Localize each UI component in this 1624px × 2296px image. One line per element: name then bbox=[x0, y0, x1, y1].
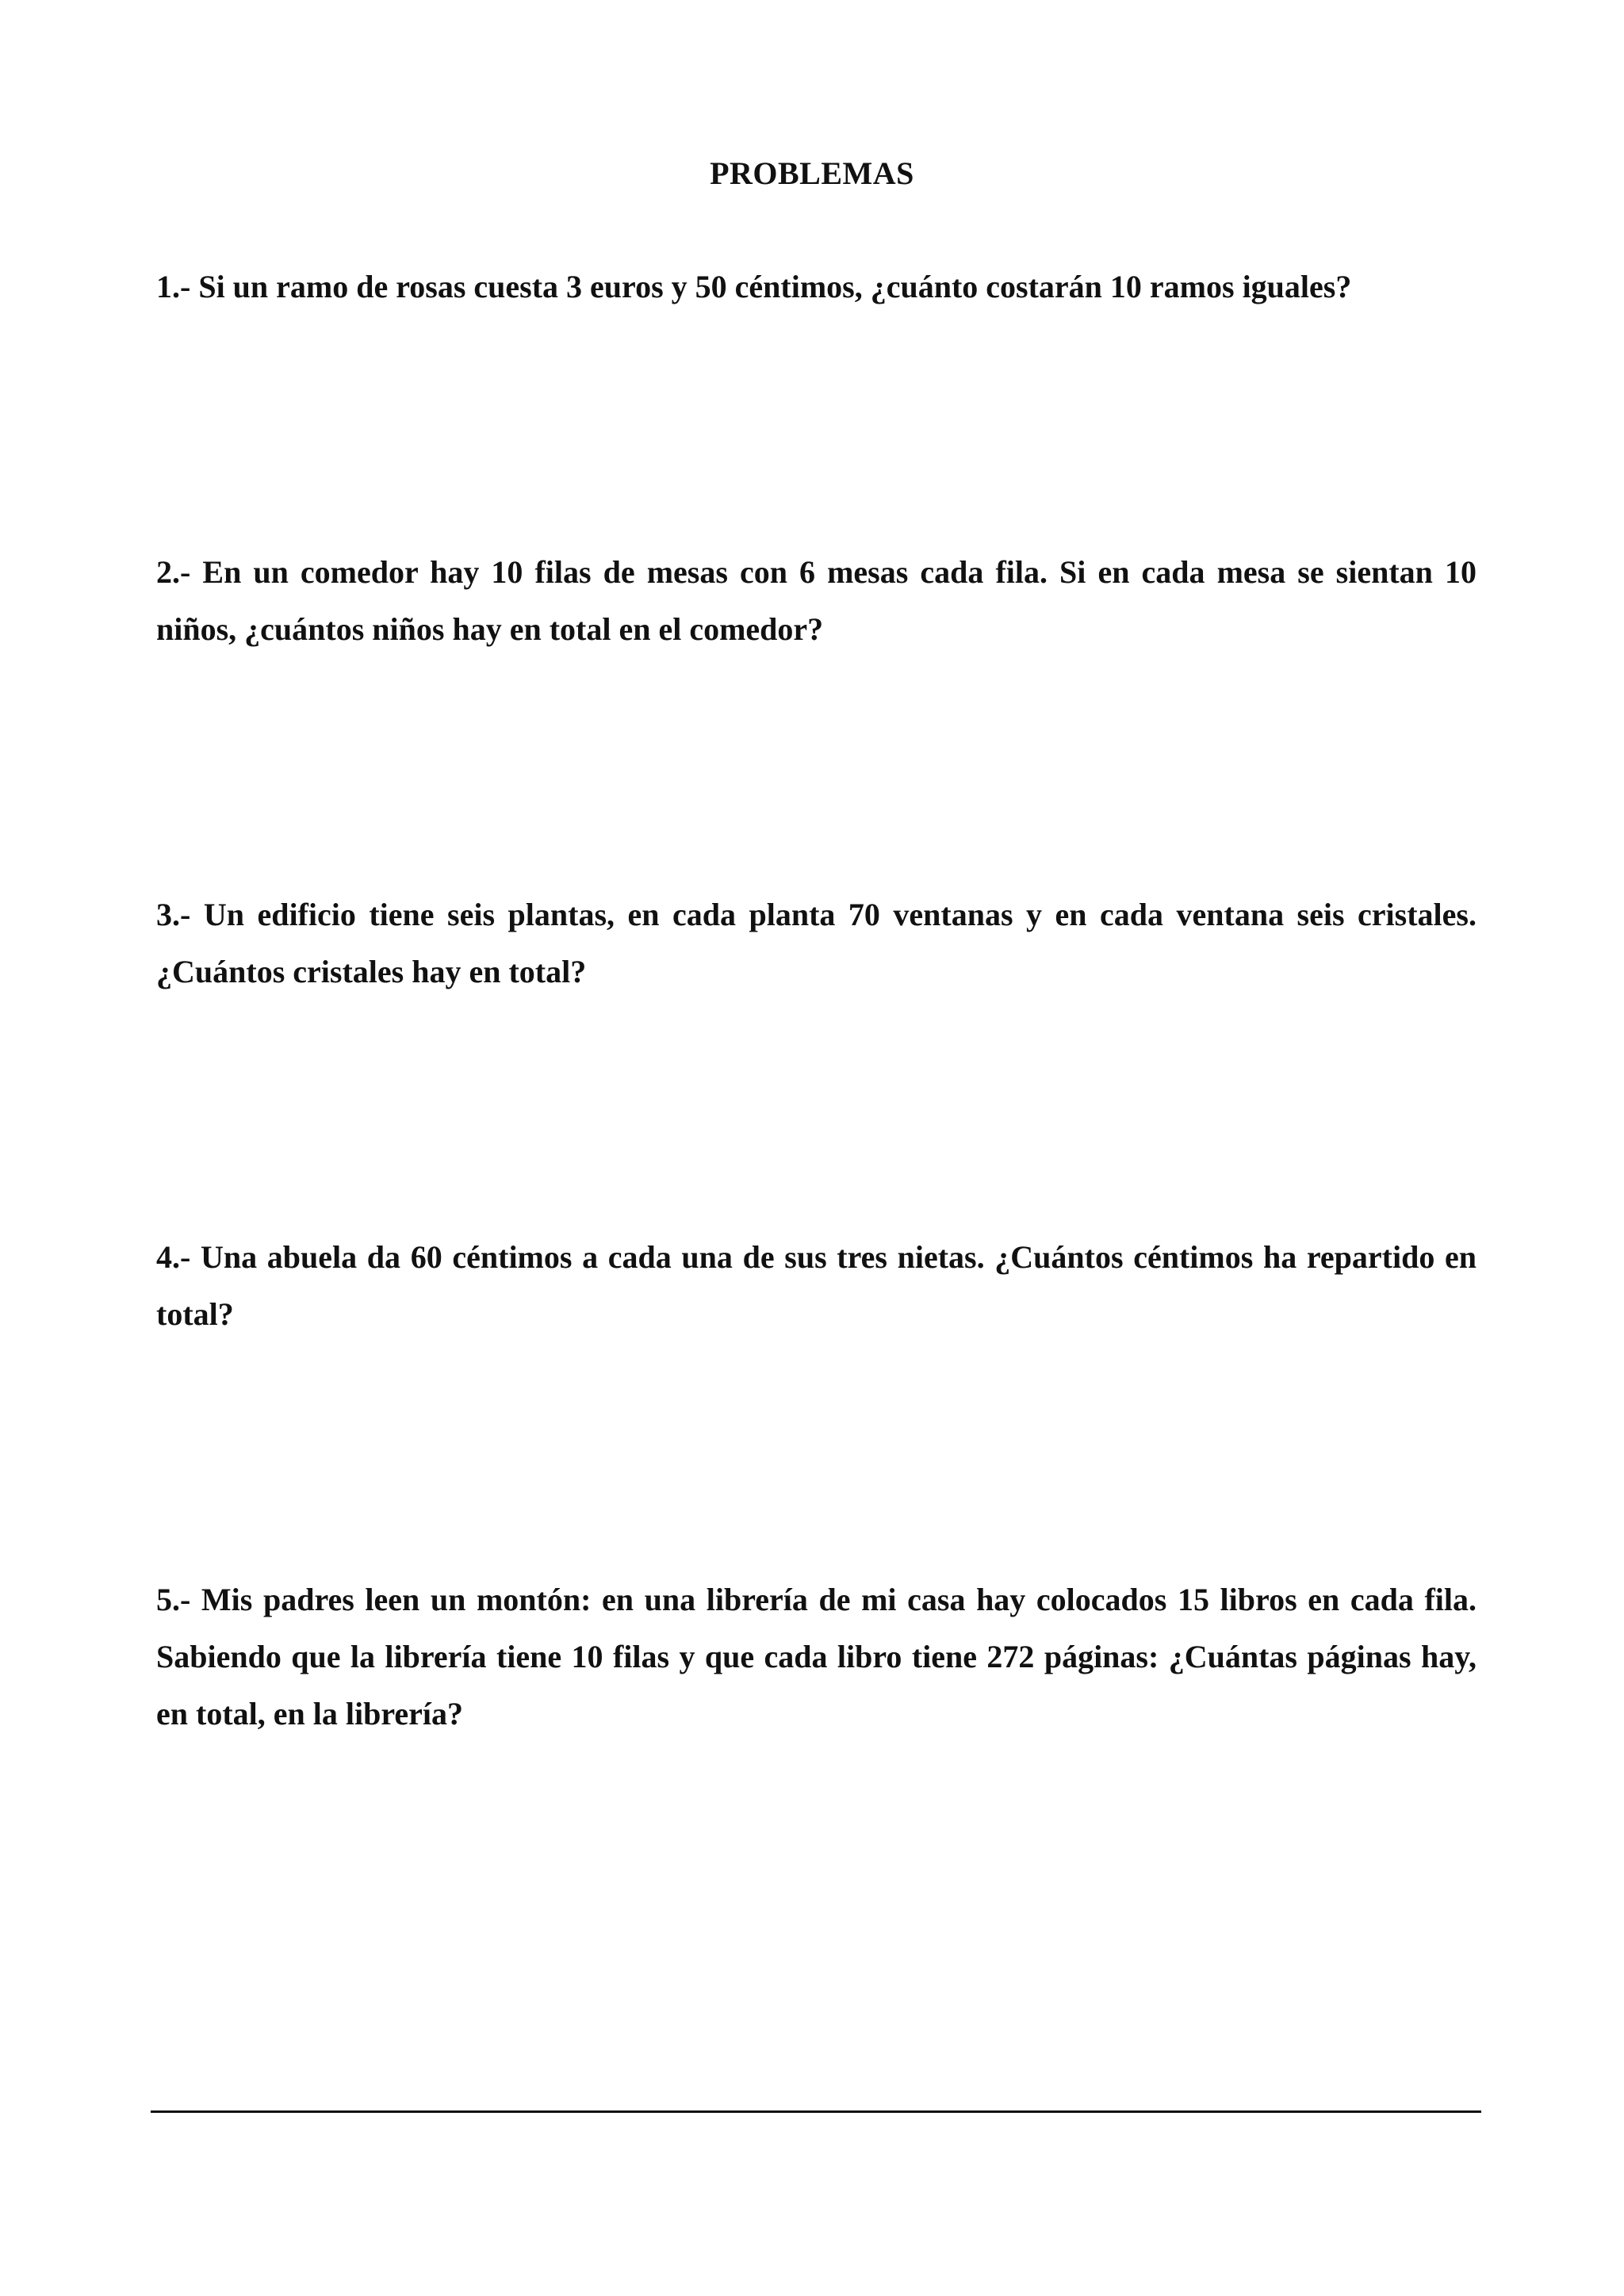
footer-divider-line bbox=[151, 2110, 1481, 2113]
problem-4: 4.- Una abuela da 60 céntimos a cada una de sus tres nietas. ¿Cuántos céntimos ha repartido en total? bbox=[156, 1239, 1477, 1332]
problem-5: 5.- Mis padres leen un montón: en una librería de mi casa hay colocados 15 libros en cada fila. Sabiendo que la librería tiene 10 filas y que cada libro tiene 272 páginas: ¿Cuántas páginas hay, en total, en la librería? bbox=[156, 1582, 1477, 1732]
problem-1: 1.- Si un ramo de rosas cuesta 3 euros y 50 céntimos, ¿cuánto costarán 10 ramos iguales? bbox=[156, 269, 1352, 304]
page-title: PROBLEMAS bbox=[710, 155, 914, 191]
problem-3: 3.- Un edificio tiene seis plantas, en cada planta 70 ventanas y en cada ventana seis cristales. ¿Cuántos cristales hay en total? bbox=[156, 897, 1477, 989]
problem-2: 2.- En un comedor hay 10 filas de mesas con 6 mesas cada fila. Si en cada mesa se sientan 10 niños, ¿cuántos niños hay en total en el comedor? bbox=[156, 554, 1477, 647]
